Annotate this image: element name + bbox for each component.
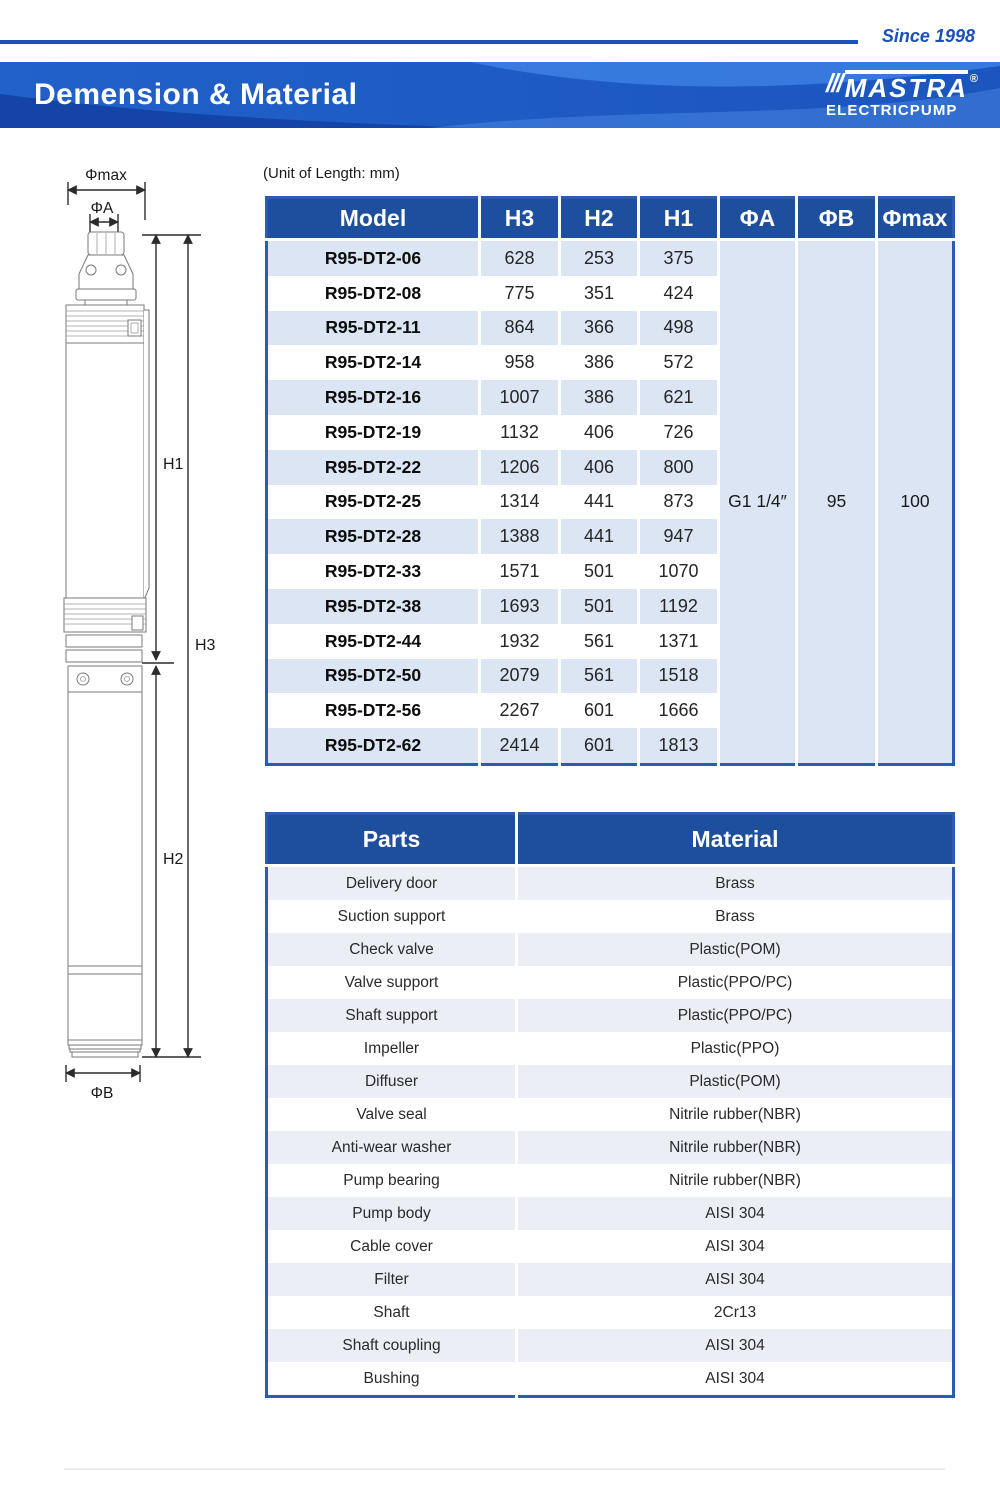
parts-cell-material: Brass bbox=[517, 866, 954, 901]
parts-table-row bbox=[267, 1263, 954, 1296]
dim-cell-h3: 1132 bbox=[480, 415, 560, 450]
dim-cell-model: R95-DT2-19 bbox=[267, 415, 480, 450]
dim-label-h3: H3 bbox=[195, 637, 216, 654]
parts-cell-part: Check valve bbox=[267, 933, 517, 966]
unit-of-length-note: (Unit of Length: mm) bbox=[263, 165, 400, 182]
dim-cell-model: R95-DT2-22 bbox=[267, 450, 480, 485]
dim-cell-h1: 375 bbox=[639, 240, 719, 276]
parts-cell-part: Filter bbox=[267, 1263, 517, 1296]
parts-table-row bbox=[267, 1362, 954, 1397]
dim-cell-model: R95-DT2-62 bbox=[267, 728, 480, 764]
dim-cell-h1: 1518 bbox=[639, 659, 719, 694]
dim-cell-h3: 775 bbox=[480, 276, 560, 311]
page-header-banner bbox=[0, 62, 1000, 128]
dim-cell-h1: 498 bbox=[639, 311, 719, 346]
dim-cell-h2: 366 bbox=[560, 311, 639, 346]
parts-table-row bbox=[267, 900, 954, 933]
parts-cell-material: 2Cr13 bbox=[517, 1296, 954, 1329]
parts-cell-material: AISI 304 bbox=[517, 1263, 954, 1296]
logo-wordmark bbox=[826, 70, 978, 101]
logo-slashes: /// bbox=[826, 68, 842, 98]
dim-cell-h2: 406 bbox=[560, 415, 639, 450]
dim-cell-h2: 351 bbox=[560, 276, 639, 311]
parts-cell-material: AISI 304 bbox=[517, 1197, 954, 1230]
parts-material-table bbox=[265, 812, 955, 1398]
dim-merged-phi_a: G1 1/4″ bbox=[719, 240, 797, 765]
dim-cell-h3: 2079 bbox=[480, 659, 560, 694]
dim-cell-h2: 601 bbox=[560, 693, 639, 728]
parts-cell-material: AISI 304 bbox=[517, 1329, 954, 1362]
dim-cell-h1: 726 bbox=[639, 415, 719, 450]
dim-cell-h3: 958 bbox=[480, 345, 560, 380]
dim-cell-h1: 1192 bbox=[639, 589, 719, 624]
dim-cell-model: R95-DT2-08 bbox=[267, 276, 480, 311]
dim-cell-h2: 406 bbox=[560, 450, 639, 485]
parts-table-row bbox=[267, 1197, 954, 1230]
dim-header-phi-max: Φmax bbox=[877, 198, 954, 240]
dim-cell-h1: 1813 bbox=[639, 728, 719, 764]
dim-cell-model: R95-DT2-56 bbox=[267, 693, 480, 728]
parts-cell-part: Anti-wear washer bbox=[267, 1131, 517, 1164]
footer-divider-line bbox=[64, 1468, 945, 1470]
dim-cell-h3: 1571 bbox=[480, 554, 560, 589]
dim-cell-model: R95-DT2-11 bbox=[267, 311, 480, 346]
dim-cell-h3: 1007 bbox=[480, 380, 560, 415]
registered-trademark-icon: ® bbox=[969, 73, 978, 85]
parts-cell-material: Plastic(PPO) bbox=[517, 1032, 954, 1065]
parts-cell-part: Shaft bbox=[267, 1296, 517, 1329]
pump-outline bbox=[64, 232, 149, 1057]
dim-cell-h1: 621 bbox=[639, 380, 719, 415]
since-label: Since 1998 bbox=[881, 26, 975, 46]
parts-cell-material: Nitrile rubber(NBR) bbox=[517, 1098, 954, 1131]
logo-brand-text: MASTRA bbox=[845, 70, 968, 101]
dim-cell-h2: 501 bbox=[560, 554, 639, 589]
top-divider-line bbox=[0, 40, 858, 44]
brand-logo bbox=[826, 70, 978, 119]
parts-cell-part: Bushing bbox=[267, 1362, 517, 1397]
parts-header-material: Material bbox=[517, 814, 954, 866]
dim-header-h2: H2 bbox=[560, 198, 639, 240]
dim-cell-model: R95-DT2-16 bbox=[267, 380, 480, 415]
parts-cell-part: Shaft coupling bbox=[267, 1329, 517, 1362]
dim-label-h2: H2 bbox=[163, 851, 184, 868]
dim-cell-h1: 1371 bbox=[639, 624, 719, 659]
parts-table-row bbox=[267, 1098, 954, 1131]
dim-cell-h2: 601 bbox=[560, 728, 639, 764]
parts-cell-part: Pump bearing bbox=[267, 1164, 517, 1197]
dim-label-h1: H1 bbox=[163, 456, 184, 473]
dim-cell-h3: 1388 bbox=[480, 519, 560, 554]
parts-table-row bbox=[267, 1230, 954, 1263]
dim-cell-h1: 800 bbox=[639, 450, 719, 485]
parts-table-row bbox=[267, 1131, 954, 1164]
dim-cell-h3: 1693 bbox=[480, 589, 560, 624]
dim-cell-h2: 561 bbox=[560, 659, 639, 694]
dim-label-phi-max: Φmax bbox=[85, 167, 127, 184]
parts-table-row bbox=[267, 999, 954, 1032]
dimension-table bbox=[265, 196, 955, 766]
dim-cell-h2: 441 bbox=[560, 485, 639, 520]
dim-cell-h1: 424 bbox=[639, 276, 719, 311]
dim-cell-h2: 441 bbox=[560, 519, 639, 554]
parts-cell-part: Shaft support bbox=[267, 999, 517, 1032]
parts-cell-material: Plastic(PPO/PC) bbox=[517, 999, 954, 1032]
dimension-table-row bbox=[267, 240, 954, 276]
parts-cell-part: Impeller bbox=[267, 1032, 517, 1065]
parts-table-row bbox=[267, 1329, 954, 1362]
dim-cell-h2: 253 bbox=[560, 240, 639, 276]
dim-cell-h1: 572 bbox=[639, 345, 719, 380]
dim-cell-model: R95-DT2-44 bbox=[267, 624, 480, 659]
dimension-table-body bbox=[267, 240, 954, 765]
parts-header-parts: Parts bbox=[267, 814, 517, 866]
dim-cell-h3: 864 bbox=[480, 311, 560, 346]
dim-cell-h3: 628 bbox=[480, 240, 560, 276]
dim-merged-phi_b: 95 bbox=[797, 240, 877, 765]
parts-table-row bbox=[267, 1065, 954, 1098]
dim-cell-h2: 501 bbox=[560, 589, 639, 624]
dim-cell-model: R95-DT2-33 bbox=[267, 554, 480, 589]
parts-cell-material: Plastic(POM) bbox=[517, 1065, 954, 1098]
dim-header-h1: H1 bbox=[639, 198, 719, 240]
dim-cell-h3: 1206 bbox=[480, 450, 560, 485]
dim-merged-phi_max: 100 bbox=[877, 240, 954, 765]
parts-cell-material: AISI 304 bbox=[517, 1230, 954, 1263]
dim-cell-h2: 386 bbox=[560, 380, 639, 415]
dim-cell-h1: 947 bbox=[639, 519, 719, 554]
parts-cell-material: Nitrile rubber(NBR) bbox=[517, 1164, 954, 1197]
dim-header-phi-a: ΦA bbox=[719, 198, 797, 240]
parts-cell-part: Diffuser bbox=[267, 1065, 517, 1098]
parts-cell-part: Pump body bbox=[267, 1197, 517, 1230]
dim-cell-h3: 2414 bbox=[480, 728, 560, 764]
pump-drawing bbox=[38, 158, 258, 1108]
dim-header-model: Model bbox=[267, 198, 480, 240]
logo-subtitle: ELECTRICPUMP bbox=[826, 102, 958, 119]
dim-cell-h3: 1932 bbox=[480, 624, 560, 659]
parts-cell-part: Delivery door bbox=[267, 866, 517, 901]
dim-cell-h1: 1070 bbox=[639, 554, 719, 589]
parts-table-row bbox=[267, 933, 954, 966]
parts-table-header-row bbox=[267, 814, 954, 866]
parts-table-body bbox=[267, 866, 954, 1397]
dim-cell-h1: 873 bbox=[639, 485, 719, 520]
parts-cell-material: Plastic(PPO/PC) bbox=[517, 966, 954, 999]
dim-label-phi-b: ΦB bbox=[90, 1085, 114, 1102]
dim-cell-model: R95-DT2-28 bbox=[267, 519, 480, 554]
dim-cell-h2: 386 bbox=[560, 345, 639, 380]
parts-cell-material: Plastic(POM) bbox=[517, 933, 954, 966]
dim-cell-h2: 561 bbox=[560, 624, 639, 659]
dimension-table-header-row bbox=[267, 198, 954, 240]
dim-cell-model: R95-DT2-38 bbox=[267, 589, 480, 624]
parts-table-row bbox=[267, 1164, 954, 1197]
parts-table-row bbox=[267, 966, 954, 999]
dim-cell-h3: 2267 bbox=[480, 693, 560, 728]
parts-table-row bbox=[267, 1032, 954, 1065]
parts-cell-part: Suction support bbox=[267, 900, 517, 933]
parts-cell-material: Nitrile rubber(NBR) bbox=[517, 1131, 954, 1164]
parts-cell-part: Cable cover bbox=[267, 1230, 517, 1263]
parts-table-row bbox=[267, 1296, 954, 1329]
dim-cell-model: R95-DT2-06 bbox=[267, 240, 480, 276]
parts-cell-material: Brass bbox=[517, 900, 954, 933]
parts-cell-material: AISI 304 bbox=[517, 1362, 954, 1397]
dim-cell-model: R95-DT2-25 bbox=[267, 485, 480, 520]
page-title: Demension & Material bbox=[34, 78, 358, 111]
parts-cell-part: Valve seal bbox=[267, 1098, 517, 1131]
dim-header-phi-b: ΦB bbox=[797, 198, 877, 240]
parts-table-row bbox=[267, 866, 954, 901]
parts-cell-part: Valve support bbox=[267, 966, 517, 999]
dim-cell-h3: 1314 bbox=[480, 485, 560, 520]
dim-cell-model: R95-DT2-14 bbox=[267, 345, 480, 380]
dim-header-h3: H3 bbox=[480, 198, 560, 240]
dim-cell-model: R95-DT2-50 bbox=[267, 659, 480, 694]
dim-cell-h1: 1666 bbox=[639, 693, 719, 728]
dim-label-phi-a: ΦA bbox=[90, 200, 114, 217]
